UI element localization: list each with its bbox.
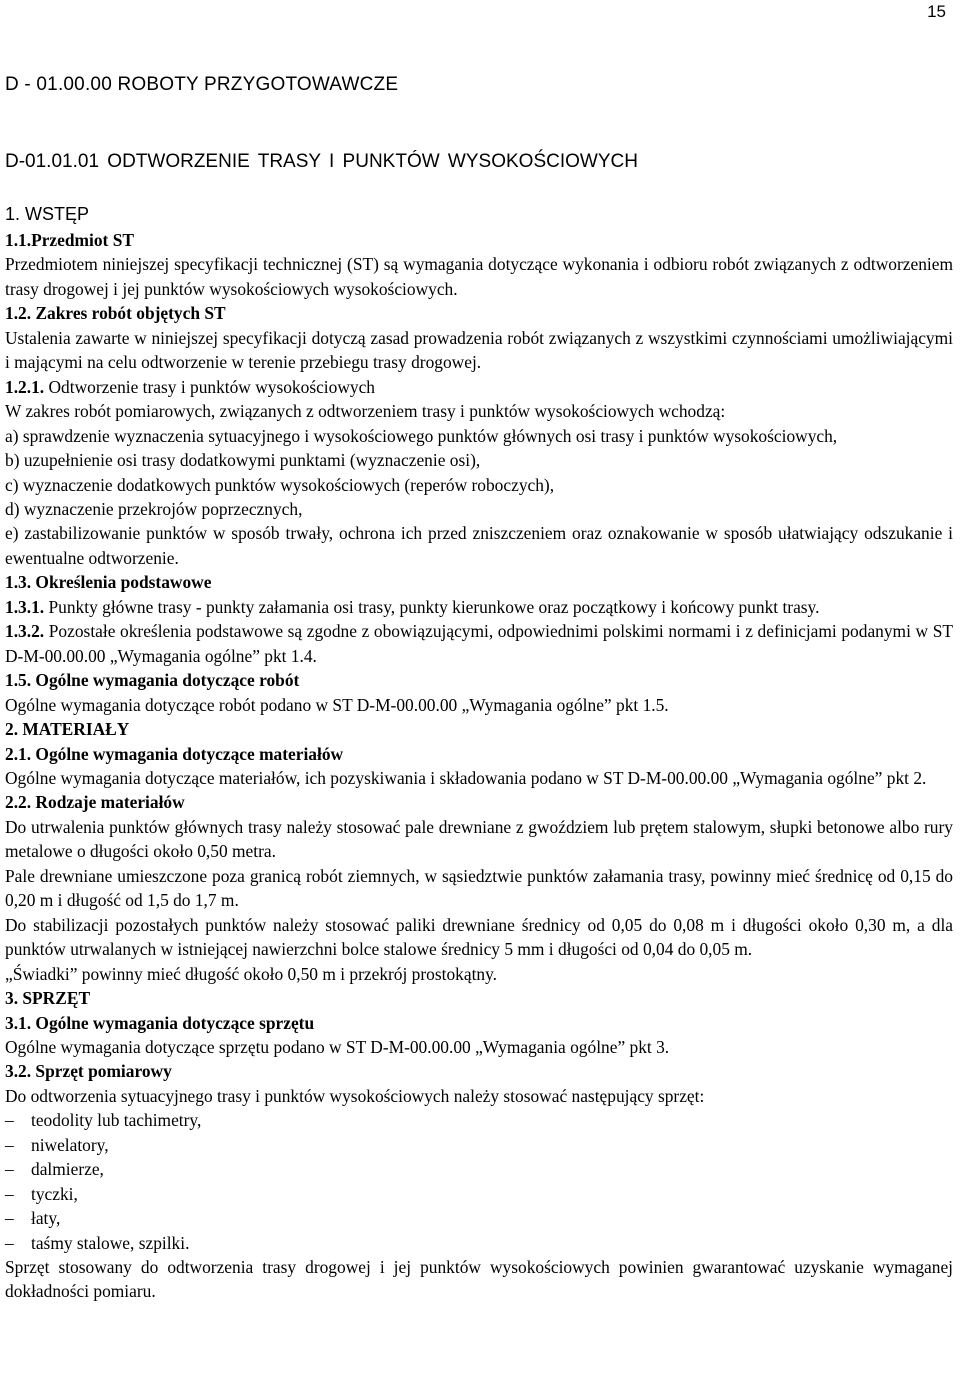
list-item: e) zastabilizowanie punktów w sposób trwały, ochrona ich przed zniszczeniem oraz oznakowanie w sposób ułatwiający odszukanie i ewentualne odtworzenie. xyxy=(5,523,953,568)
equipment-label: taśmy stalowe, szpilki. xyxy=(31,1232,190,1253)
equipment-label: tyczki, xyxy=(31,1183,78,1204)
equipment-label: łaty, xyxy=(31,1208,61,1229)
dash-bullet: – xyxy=(5,1183,14,1204)
document-title: D - 01.00.00 ROBOTY PRZYGOTOWAWCZE xyxy=(5,74,399,95)
section-3-2-intro: Do odtworzenia sytuacyjnego trasy i punktów wysokościowych należy stosować następujący sprzęt: xyxy=(5,1085,705,1106)
list-item xyxy=(5,1206,953,1230)
list-item xyxy=(5,1157,953,1181)
definition-1-3-1-text: Punkty główne trasy - punkty załamania osi trasy, punkty kierunkowe oraz początkowy i końcowy punkt trasy. xyxy=(48,596,820,617)
list-item xyxy=(5,1108,953,1132)
dash-bullet: – xyxy=(5,1208,14,1229)
list-item: d) wyznaczenie przekrojów poprzecznych, xyxy=(5,498,303,519)
section-2-2-paragraph-2: Pale drewniane umieszczone poza granicą robót ziemnych, w sąsiedztwie punktów załamania trasy, powinny mieć średnicę od 0,15 do 0,20 m i długość od 1,5 do 1,7 m. xyxy=(5,865,953,911)
section-1-5-text: Ogólne wymagania dotyczące robót podano w ST D-M-00.00.00 „Wymagania ogólne” pkt 1.5. xyxy=(5,694,669,715)
equipment-label: dalmierze, xyxy=(31,1159,104,1180)
list-item: b) uzupełnienie osi trasy dodatkowymi punktami (wyznaczenie osi), xyxy=(5,450,481,471)
section-2-2-paragraph-3: Do stabilizacji pozostałych punktów należy stosować paliki drewniane średnicy od 0,05 do 0,08 m i długości około 0,30 m, a dla punktów utrwalanych w istniejącej nawierzchni bolce stalowe średnicy 5 mm i długości od 0,04 do 0,05 m. xyxy=(5,914,953,960)
section-2-1-heading: 2.1. Ogólne wymagania dotyczące materiałów xyxy=(5,743,344,764)
dash-bullet: – xyxy=(5,1159,14,1180)
section-1-2-1-title: Odtworzenie trasy i punktów wysokościowych xyxy=(48,376,375,397)
definition-1-3-1 xyxy=(5,595,953,619)
section-3-2-heading: 3.2. Sprzęt pomiarowy xyxy=(5,1061,172,1082)
page-number: 15 xyxy=(927,2,946,21)
dash-bullet: – xyxy=(5,1232,14,1253)
definition-1-3-2 xyxy=(5,619,953,668)
section-1-2-title: Zakres robót objętych ST xyxy=(35,303,226,324)
document-subtitle: D-01.01.01 ODTWORZENIE TRASY I PUNKTÓW WYSOKOŚCIOWYCH xyxy=(5,151,638,172)
section-1-2-heading xyxy=(5,301,953,325)
equipment-label: teodolity lub tachimetry, xyxy=(31,1110,202,1131)
section-1-1-text: Przedmiotem niniejszej specyfikacji technicznej (ST) są wymagania dotyczące wykonania i odbioru robót związanych z odtworzeniem trasy drogowej i jej punktów wysokościowych wysokościowych. xyxy=(5,254,953,299)
section-2-1-text: Ogólne wymagania dotyczące materiałów, ich pozyskiwania i składowania podano w ST D-M-00.00.00 „Wymagania ogólne” pkt 2. xyxy=(5,767,927,788)
section-1-2-number: 1.2. xyxy=(5,303,32,324)
section-1-3-heading: 1.3. Określenia podstawowe xyxy=(5,572,212,593)
list-item xyxy=(5,1133,953,1157)
section-3-1-heading: 3.1. Ogólne wymagania dotyczące sprzętu xyxy=(5,1012,315,1033)
dash-bullet: – xyxy=(5,1134,14,1155)
section-1-5-heading: 1.5. Ogólne wymagania dotyczące robót xyxy=(5,670,300,691)
section-2-2-heading: 2.2. Rodzaje materiałów xyxy=(5,792,185,813)
section-1-2-1-number: 1.2.1. xyxy=(5,376,45,397)
section-1-2-1-heading xyxy=(5,375,953,399)
dash-bullet: – xyxy=(5,1110,14,1131)
list-item: a) sprawdzenie wyznaczenia sytuacyjnego i wysokościowego punktów głównych osi trasy i punktów wysokościowych, xyxy=(5,425,838,446)
section-1-title: 1. WSTĘP xyxy=(5,204,90,224)
equipment-label: niwelatory, xyxy=(31,1134,109,1155)
list-item xyxy=(5,1231,953,1255)
section-1-1-heading: 1.1.Przedmiot ST xyxy=(5,230,134,250)
list-item xyxy=(5,1182,953,1206)
section-3-title: 3. SPRZĘT xyxy=(5,988,91,1009)
list-item: c) wyznaczenie dodatkowych punktów wysokościowych (reperów roboczych), xyxy=(5,474,555,495)
definition-1-3-1-number: 1.3.1. xyxy=(5,596,45,617)
section-1-2-1-intro: W zakres robót pomiarowych, związanych z odtworzeniem trasy i punktów wysokościowych wchodzą: xyxy=(5,401,726,422)
definition-1-3-2-number: 1.3.2. xyxy=(5,621,45,642)
section-2-2-paragraph-4: „Świadki” powinny mieć długość około 0,50 m i przekrój prostokątny. xyxy=(5,963,498,984)
definition-1-3-2-text: Pozostałe określenia podstawowe są zgodne z obowiązującymi, odpowiednimi polskimi normami i z definicjami podanymi w ST D-M-00.00.00 „Wymagania ogólne” pkt 1.4. xyxy=(5,621,953,666)
equipment-list xyxy=(5,1108,953,1255)
document-body xyxy=(5,228,953,1304)
section-2-title: 2. MATERIAŁY xyxy=(5,719,130,740)
section-2-2-paragraph-1: Do utrwalenia punktów głównych trasy należy stosować pale drewniane z gwoździem lub prętem stalowym, słupki betonowe albo rury metalowe o długości około 0,50 metra. xyxy=(5,816,953,862)
section-1-2-text: Ustalenia zawarte w niniejszej specyfikacji dotyczą zasad prowadzenia robót związanych z wszystkimi czynnościami umożliwiającymi i mającymi na celu odtworzenie w terenie przebiegu trasy drogowej. xyxy=(5,327,953,373)
section-3-2-closing: Sprzęt stosowany do odtworzenia trasy drogowej i jej punktów wysokościowych powinien gwarantować uzyskanie wymaganej dokładności pomiaru. xyxy=(5,1257,953,1302)
section-3-1-text: Ogólne wymagania dotyczące sprzętu podano w ST D-M-00.00.00 „Wymagania ogólne” pkt 3. xyxy=(5,1036,670,1057)
